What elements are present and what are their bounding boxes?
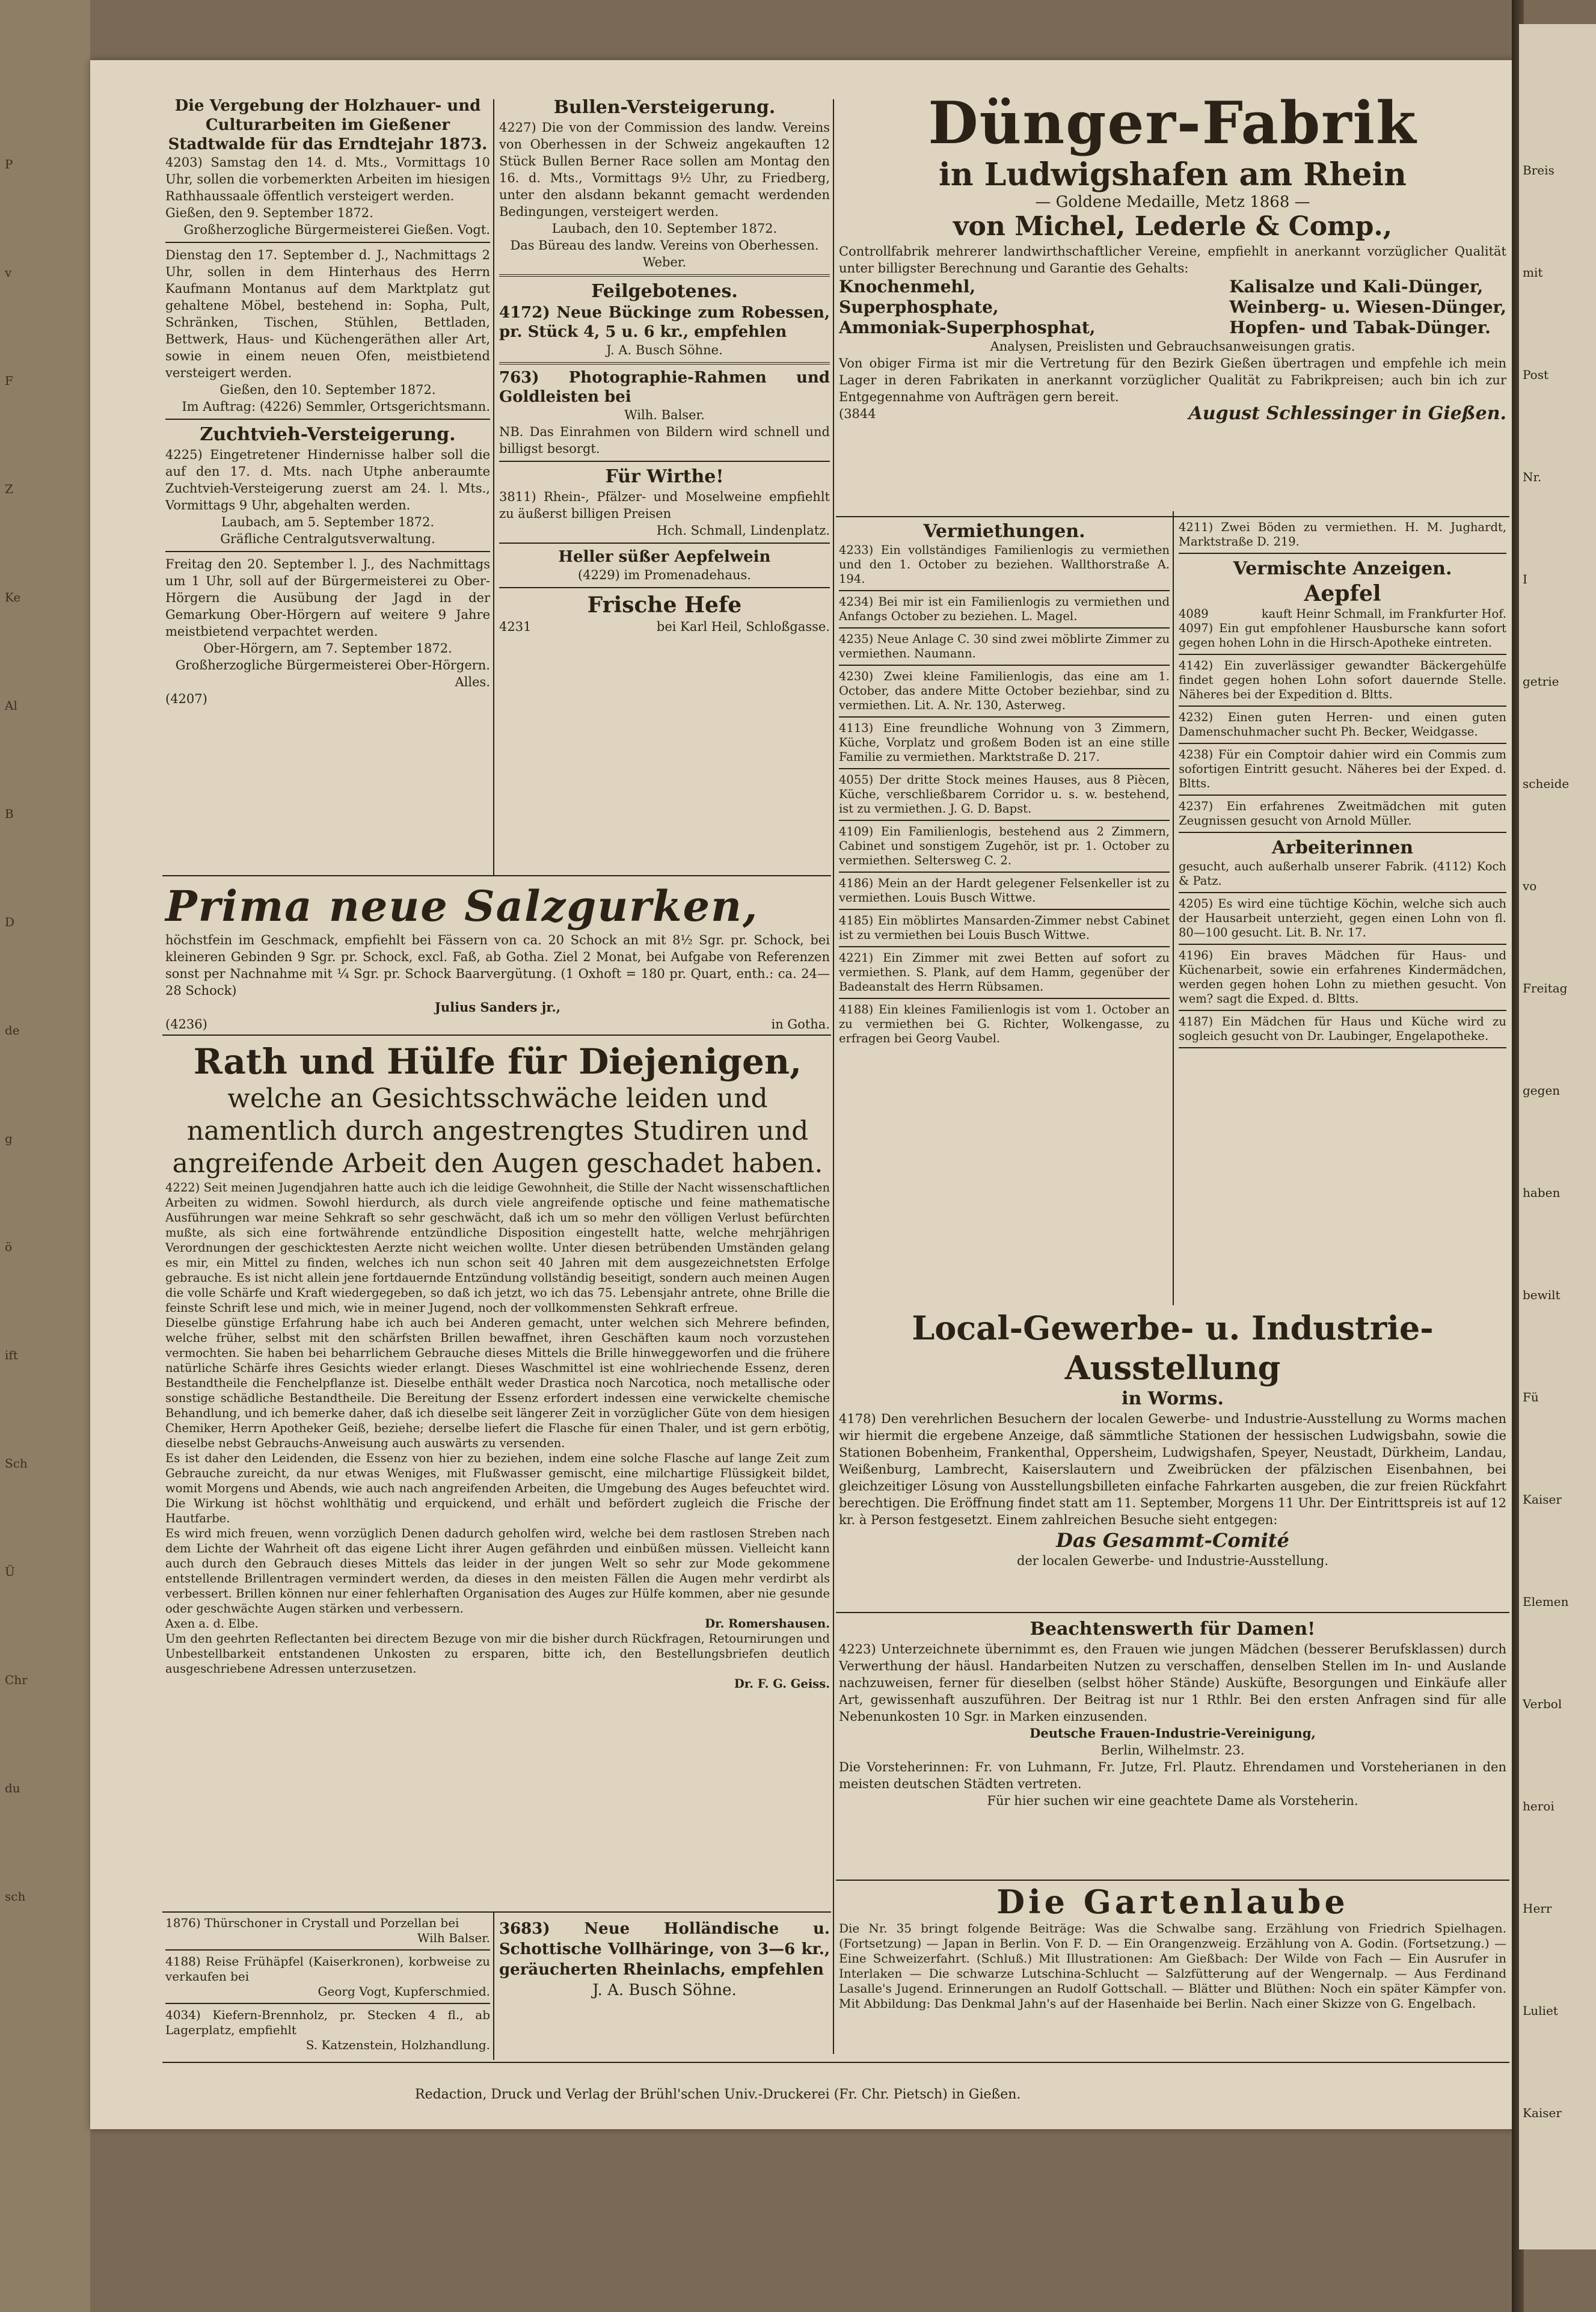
listing-item: 4188) Ein kleines Familienlogis ist vom 1. October an zu vermiethen bei G. Richter, Wolkengasse, zu erfragen bei Georg Vaubel. <box>839 1003 1170 1045</box>
listing-item: 4142) Ein zuverlässiger gewandter Bäckergehülfe findet gegen hohen Lohn sofort dauernde Stelle. Näheres bei der Expedition d. Bltts. <box>1179 659 1506 701</box>
ad-text: kauft Heinr Schmall, im Frankfurter Hof. <box>1261 607 1506 621</box>
ad-signature: Dr. Romershausen. <box>705 1617 830 1631</box>
ad-bueckinge <box>499 303 830 358</box>
ad-jagd <box>165 556 490 707</box>
ad-title: Bullen-Versteigerung. <box>553 97 776 118</box>
ad-signature: Wilh Balser. <box>417 1931 490 1945</box>
margin-fragment: Elemen <box>1523 1594 1569 1609</box>
ad-firm: von Michel, Lederle & Comp., <box>953 211 1393 242</box>
ad-text: 4188) Reise Frühäpfel (Kaiserkronen), korbweise zu verkaufen bei <box>165 1954 490 1984</box>
listing-item: 4187) Ein Mädchen für Haus und Küche wird zu sogleich gesucht von Dr. Laubinger, Engelapotheke. <box>1179 1015 1506 1043</box>
ad-title: Dünger-Fabrik <box>928 89 1417 157</box>
listing-item: 4097) Ein gut empfohlener Hausbursche kann sofort gegen hohen Lohn in die Hirsch-Apotheke eintreten. <box>1179 621 1506 650</box>
ad-text: Für hier suchen wir eine geachtete Dame als Vorsteherin. <box>987 1794 1358 1808</box>
ad-text: Dienstag den 17. September d. J., Nachmittags 2 Uhr, sollen in dem Hinterhaus des Herrn Kaufmann Montanus auf dem Marktplatz gut gehaltene Möbel, bestehend in: Sopha, Pult, Schränken, Tischen, Stühlen, Bettladen, Bettwerk, Haus- und Küchengeräthen aller Art, sowie in einem neuen Ofen, meistbietend versteigert werden. <box>165 248 490 380</box>
ad-text: Es ist daher den Leidenden, die Essenz von hier zu beziehen, indem eine solche Flasche auf lange Zeit zum Gebrauche zureicht, da nur etwas Weniges, mit Flußwasser gemischt, eine milchartige Flüssigkeit bildet, womit Morgens und Abends, wie auch nach angreifenden Arbeiten, die Umgebung des Auges befeuchtet wird. Die Wirkung ist höchst wohlthätig und erquickend, und erhält und befördert zugleich die Frische der Hautfarbe. <box>165 1451 830 1525</box>
margin-fragment: Kaiser <box>1523 2106 1562 2120</box>
ad-title: Frische Hefe <box>587 592 742 618</box>
ad-holzhauer <box>165 96 490 238</box>
ad-text: Die Nr. 35 bringt folgende Beiträge: Was die Schwalbe sang. Erzählung von Friedrich Spielhagen. (Fortsetzung) — Japan in Berlin. Von F. D. — Ein Orangenzweig. Erzählung von A. Godin. (Fortsetzung.) — Eine Schweizerfahrt. (Schluß.) Mit Illustrationen: Am Gießbach: Der Wilde von Fach — Ein Ausrufer in Interlaken — Die schwarze Lutschina-Schlucht — Salzfütterung auf der Wengernalp. — Aus Ferdinand Lasalle's Jugend. Erinnerungen an Rudolf Gottschall. — Blätter und Blüthen: Noch ein später Kämpfer von. Mit Abbildung: Das Denkmal Jahn's auf der Hasenhaide bei Berlin. Nach einer Skizze von G. Engelbach. <box>839 1921 1506 2011</box>
ad-title: Aepfel <box>1304 581 1381 606</box>
ad-signature: J. A. Busch Söhne. <box>592 1981 737 1999</box>
ad-title: Die Vergebung der Holzhauer- und Culturarbeiten im Gießener Stadtwalde für das Erndtejahr 1873. <box>168 97 488 153</box>
margin-fragment: bewilt <box>1523 1288 1561 1302</box>
listing-item: 4232) Einen guten Herren- und einen guten Damenschuhmacher sucht Ph. Becker, Weidgasse. <box>1179 710 1506 739</box>
ad-number: (4207) <box>165 692 207 706</box>
ad-signature: Julius Sanders jr., <box>434 1000 561 1015</box>
ad-signature: August Schlessinger in Gießen. <box>1188 403 1506 424</box>
margin-fragment: Freitag <box>1523 981 1568 995</box>
margin-fragment: mit <box>1523 265 1543 280</box>
section-title: Vermiethungen. <box>923 521 1085 542</box>
ad-text: 4178) Den verehrlichen Besuchern der localen Gewerbe- und Industrie-Ausstellung zu Worms machen wir hiermit die ergebene Anzeige, daß sämmtliche Stationen der hessischen Ludwigsbahn, sowie die Stationen Bobenheim, Frankenthal, Oppersheim, Ludwigshafen, Speyer, Neustadt, Dürkheim, Landau, Weißenburg, Lambrecht, Kaiserslautern und Zweibrücken der pfälzischen Eisenbahnen, bei gleichzeitiger Lösung von Ausstellungsbilleten einfache Fahrkarten ausgeben, die zur freien Rückfahrt berechtigen. Die Eröffnung findet statt am 11. September, Morgens 11 Uhr. Der Eintrittspreis ist auf 12 kr. à Person festgesetzt. Einem zahlreichen Besuche sieht entgegen: <box>839 1412 1506 1527</box>
ad-hefe <box>499 592 830 635</box>
section-title: Vermischte Anzeigen. <box>1233 558 1452 579</box>
margin-fragment: Z <box>5 482 13 496</box>
small-ads-left <box>165 1916 490 2053</box>
ad-subtitle: welche an Gesichtsschwäche leiden und namentlich durch angestrengtes Studiren und angreifende Arbeit den Augen geschadet haben. <box>172 1083 823 1179</box>
vermischte-list-2 <box>1179 897 1506 1048</box>
margin-fragment: Breis <box>1523 163 1555 177</box>
listing-item: 4221) Ein Zimmer mit zwei Betten auf sofort zu vermiethen. S. Plank, auf dem Hamm, gegenüber der Badeanstalt des Herrn Rübsamen. <box>839 951 1170 994</box>
ad-text: Freitag den 20. September l. J., des Nachmittags um 1 Uhr, soll auf der Bürgermeisterei zu Ober-Hörgern die Ausübung der Jagd in der Gemarkung Ober-Hörgern auf weitere 9 Jahre meistbietend verpachtet werden. <box>165 557 490 639</box>
ad-number: (3844 <box>839 407 876 421</box>
ad-text: 4225) Eingetretener Hindernisse halber soll die auf den 17. d. Mts. nach Utphe anberaumte Zuchtvieh-Versteigerung zuerst am 24. l. Mts., Vormittags 9 Uhr, abgehalten werden. <box>165 447 490 512</box>
column-2 <box>499 96 830 639</box>
margin-fragment: Ke <box>5 590 21 604</box>
ad-text: 3683) Neue Holländische u. Schottische Vollhäringe, von 3—6 kr., geräucherten Rheinlachs, empfehlen <box>499 1920 830 1979</box>
ad-title: Beachtenswerth für Damen! <box>1030 1619 1316 1640</box>
margin-fragment: getrie <box>1523 674 1559 689</box>
margin-fragment: F <box>5 374 13 388</box>
imprint-footer: Redaction, Druck und Verlag der Brühl'schen Univ.-Druckerei (Fr. Chr. Pietsch) in Gießen. <box>415 2087 1021 2102</box>
ad-text: 3811) Rhein-, Pfälzer- und Moselweine empfiehlt zu äußerst billigen Preisen <box>499 490 830 521</box>
ad-damen <box>839 1618 1506 1809</box>
ad-rath-und-huelfe <box>165 1041 830 1691</box>
listing-item: 4055) Der dritte Stock meines Hauses, aus 8 Piècen, Küche, verschließbarem Corridor u. s. w. bestehend, ist zu vermiethen. J. G. D. Bapst. <box>839 773 1170 816</box>
product-item: Hopfen- und Tabak-Dünger. <box>1229 318 1491 337</box>
ad-number: (4236) <box>165 1017 207 1031</box>
margin-fragment: Kaiser <box>1523 1492 1562 1507</box>
margin-fragment: B <box>5 807 14 821</box>
ad-signature: Großherzogliche Bürgermeisterei Gießen. Vogt. <box>183 223 490 237</box>
margin-fragment: ö <box>5 1240 13 1254</box>
margin-fragment: scheide <box>1523 776 1570 791</box>
ad-text: 4227) Die von der Commission des landw. Vereins von Oberhessen in der Schweiz angekauften 12 Stück Bullen Berner Race sollen am Montag den 16. d. Mts., Vormittags 9½ Uhr, zu Friedberg, unter den alsdann bekannt gemacht werdenden Bedingungen, versteigert werden. <box>499 120 830 219</box>
margin-fragment: Post <box>1523 367 1548 382</box>
ad-text: 4172) Neue Bückinge zum Robessen, pr. Stück 4, 5 u. 6 kr., empfehlen <box>499 304 830 341</box>
ad-title: Rath und Hülfe für Diejenigen, <box>193 1041 802 1082</box>
margin-fragment: Fü <box>1523 1390 1539 1404</box>
product-item: Kalisalze und Kali-Dünger, <box>1229 277 1484 297</box>
ad-signature: Im Auftrag: (4226) Semmler, Ortsgerichtsmann. <box>182 399 490 414</box>
column-rule <box>833 99 834 2054</box>
ad-address: Berlin, Wilhelmstr. 23. <box>1100 1743 1245 1757</box>
column-vermiethungen <box>839 520 1170 1050</box>
ad-place: Axen a. d. Elbe. <box>165 1617 259 1631</box>
ad-text: 1876) Thürschoner in Crystall und Porzellan bei <box>165 1916 459 1930</box>
section-title-feilgebotenes: Feilgebotenes. <box>591 281 738 302</box>
bottom-rule <box>162 2062 1509 2063</box>
ad-title: Zuchtvieh-Versteigerung. <box>200 424 456 445</box>
ad-medal: — Goldene Medaille, Metz 1868 — <box>1035 193 1310 211</box>
ad-text: NB. Das Einrahmen von Bildern wird schnell und billigst besorgt. <box>499 425 830 456</box>
listing-item: 4185) Ein möblirtes Mansarden-Zimmer nebst Cabinet ist zu vermiethen bei Louis Busch Wittwe. <box>839 914 1170 942</box>
ad-salzgurken <box>165 881 830 1033</box>
ad-signature: J. A. Busch Söhne. <box>606 343 723 357</box>
ad-signature: S. Katzenstein, Holzhandlung. <box>305 2038 490 2052</box>
margin-fragment: Luliet <box>1523 2003 1558 2018</box>
listing-item: 4238) Für ein Comptoir dahier wird ein Commis zum sofortigen Eintritt gesucht. Näheres bei der Exped. d. Bltts. <box>1179 748 1506 790</box>
ad-signature: bei Karl Heil, Schloßgasse. <box>656 620 830 634</box>
ad-place: in Gotha. <box>771 1017 830 1031</box>
product-item: Superphosphate, <box>839 297 999 317</box>
ad-signature: Das Büreau des landw. Vereins von Oberhessen. Weber. <box>510 238 819 269</box>
margin-fragment: ift <box>5 1348 18 1362</box>
product-list-right <box>1229 277 1506 338</box>
ad-title: Für Wirthe! <box>605 466 724 487</box>
ad-duenger-fabrik <box>839 90 1506 422</box>
section-rule <box>162 875 831 876</box>
margin-fragment: heroi <box>1523 1799 1555 1813</box>
margin-fragment: Al <box>5 698 17 713</box>
ad-signature: Dr. F. G. Geiss. <box>734 1677 830 1691</box>
product-list-left <box>839 277 1096 338</box>
ad-signature: Das Gesammt-Comité <box>1056 1529 1289 1552</box>
ad-place: Gießen, den 9. September 1872. <box>165 206 373 220</box>
product-item: Weinberg- u. Wiesen-Dünger, <box>1229 297 1506 317</box>
ad-title: Heller süßer Aepfelwein <box>558 548 771 566</box>
ad-text: 4211) Zwei Böden zu vermiethen. H. M. Jughardt, Marktstraße D. 219. <box>1179 520 1506 549</box>
section-rule <box>836 1612 1509 1613</box>
ad-place: Laubach, am 5. September 1872. <box>221 515 435 529</box>
listing-item: 4196) Ein braves Mädchen für Haus- und Küchenarbeit, sowie ein erfahrenes Kindermädchen, werden gegen hohen Lohn zu miethen gesucht. Von wem? sagt die Exped. d. Bltts. <box>1179 948 1506 1006</box>
section-rule <box>836 1880 1509 1881</box>
ad-text: 4034) Kiefern-Brennholz, pr. Stecken 4 fl., ab Lagerplatz, empfiehlt <box>165 2008 490 2037</box>
ad-haeringe <box>499 1919 830 2000</box>
section-rule <box>162 1035 831 1036</box>
section-rule <box>162 1911 831 1913</box>
ad-place: Ober-Hörgern, am 7. September 1872. <box>203 641 452 656</box>
listing-item: 4186) Mein an der Hardt gelegener Felsenkeller ist zu vermiethen. Louis Busch Wittwe. <box>839 876 1170 905</box>
listing-item: 4235) Neue Anlage C. 30 sind zwei möblirte Zimmer zu vermiethen. Naumann. <box>839 632 1170 660</box>
product-item: Knochenmehl, <box>839 277 976 297</box>
ad-signature-2: der localen Gewerbe- und Industrie-Ausstellung. <box>1016 1554 1329 1568</box>
ad-text: (4229) im Promenadehaus. <box>578 568 751 582</box>
ad-signature: Georg Vogt, Kupferschmied. <box>318 1984 490 1999</box>
right-page-fragment <box>1519 24 1596 2249</box>
ad-title: Local-Gewerbe- u. Industrie-Ausstellung <box>912 1309 1434 1387</box>
ad-text: gesucht, auch außerhalb unserer Fabrik. (4112) Koch & Patz. <box>1179 859 1506 888</box>
ad-text: Es wird mich freuen, wenn vorzüglich Denen dadurch geholfen wird, welche bei dem rastlosen Streben nach dem Lichte der Wahrheit oft das eigene Licht ihrer Augen gefährden und einbüßen müssen. Vielleicht kann auch durch den Gebrauch dieses Mittels das leider in der jungen Welt so sehr zur Mode gekommene entstellende Brillentragen vermindert werden, da dieses in den meisten Fällen die Augen mehr verdirbt als verbessert. Brillen können nur einer fehlerhaften Organisation des Auges zur Hülfe kommen, aber nie gesunde oder geschwächte Augen stärken und verbessern. <box>165 1526 830 1616</box>
ad-text: Analysen, Preislisten und Gebrauchsanweisungen gratis. <box>990 339 1355 354</box>
margin-fragment: Sch <box>5 1456 28 1471</box>
margin-fragment: Herr <box>1523 1901 1552 1916</box>
vermischte-list <box>1179 621 1506 833</box>
ad-title: Die Gartenlaube <box>996 1883 1349 1921</box>
margin-fragment: gegen <box>1523 1083 1561 1098</box>
ad-signature: Wilh. Balser. <box>624 408 705 422</box>
margin-fragment: Chr <box>5 1673 28 1687</box>
margin-fragment: du <box>5 1781 20 1795</box>
ad-text: Von obiger Firma ist mir die Vertretung für den Bezirk Gießen übertragen und empfehle ich mein Lager in deren Fabrikaten in anerkannt vorzüglicher Qualität zu Fabrikpreisen; auch bin ich zur Entgegennahme von Aufträgen gern bereit. <box>839 356 1506 404</box>
listing-item: 4237) Ein erfahrenes Zweitmädchen mit guten Zeugnissen gesucht von Arnold Müller. <box>1179 799 1506 828</box>
ad-text: Dieselbe günstige Erfahrung habe ich auch bei Anderen gemacht, unter welchen sich Mehrere befinden, welche früher, selbst mit den schärfsten Brillen bewaffnet, ihren Geschäften kaum noch vorzustehen vermochten. Sie haben bei beharrlichem Gebrauche dieses Mittels die Brille hinweggeworfen und die frühere natürliche Schärfe ihres Gesichts wieder erlangt. Dieses Waschmittel ist eine wohlriechende Essenz, deren Bestandtheile die Fenchelpflanze ist. Dieselbe enthält weder Drastica noch Narcotica, noch metallische oder sonstige schädliche Bestandtheile. Die Bereitung der Essenz erfordert indessen eine verwickelte chemische Behandlung, und ich bemerke daher, daß ich dieselbe seit längerer Zeit in vorzüglicher Güte von dem hiesigen Chemiker, Herrn Apotheker Geiß, beziehe; derselbe liefert die Flasche für einen Thaler, und ist gern erbötig, dieselbe nebst Gebrauchs-Anweisung auch auswärts zu versenden. <box>165 1316 830 1450</box>
column-1 <box>165 96 490 711</box>
ad-title: Prima neue Salzgurken, <box>165 881 759 931</box>
ad-moebel <box>165 247 490 415</box>
vermiethungen-list <box>839 543 1170 1046</box>
listing-item: 4233) Ein vollständiges Familienlogis zu vermiethen und den 1. October zu beziehen. Wallthorstraße A. 194. <box>839 543 1170 586</box>
margin-fragment: I <box>1523 572 1527 586</box>
margin-fragment: sch <box>5 1889 26 1904</box>
column-rule <box>493 1913 494 2060</box>
listing-item: 4230) Zwei kleine Familienlogis, das eine am 1. October, das andere Mitte October beziehbar, sind zu vermiethen. Lit. A. Nr. 130, Asterweg. <box>839 669 1170 712</box>
listing-item: 4113) Eine freundliche Wohnung von 3 Zimmern, Küche, Vorplatz und großem Boden ist an eine stille Familie zu vermiethen. Marktstraße D. 217. <box>839 721 1170 764</box>
ad-number: 4231 <box>499 620 532 634</box>
ad-text: Controllfabrik mehrerer landwirthschaftlicher Vereine, empfiehlt in anerkannt vorzüglicher Qualität unter billigster Berechnung und Garantie des Gehalts: <box>839 244 1506 275</box>
ad-number: 4089 <box>1179 607 1209 621</box>
margin-fragment: Verbol <box>1523 1697 1562 1711</box>
margin-fragment: v <box>5 265 12 280</box>
margin-fragment: P <box>5 157 13 171</box>
ad-title: Arbeiterinnen <box>1271 837 1414 858</box>
ad-signature: Hch. Schmall, Lindenplatz. <box>656 523 830 538</box>
margin-fragment: Nr. <box>1523 470 1542 484</box>
ad-local-gewerbe <box>839 1308 1506 1569</box>
ad-text: Um den geehrten Reflectanten bei directem Bezuge von mir die bisher durch Rückfragen, Retournirungen und Unbestellbarkeit entstandenen Unkosten zu ersparen, bitte ich, den Bestellungsbriefen deutlich ausgeschriebene Adressen unterzusetzen. <box>165 1632 830 1676</box>
ad-text: höchstfein im Geschmack, empfiehlt bei Fässern von ca. 20 Schock an mit 8½ Sgr. pr. Schock, bei kleineren Gebinden 9 Sgr. pr. Schock, excl. Faß, ab Gotha. Ziel 2 Monat, bei Aufgabe von Referenzen sonst per Nachnahme mit ¼ Sgr. pr. Schock Baarvergütung. (1 Oxhoft = 180 pr. Quart, enth.: ca. 24—28 Schock) <box>165 933 830 998</box>
ad-title: 763) Photographie-Rahmen und Goldleisten bei <box>499 369 830 406</box>
ad-wirthe <box>499 466 830 539</box>
ad-zuchtvieh <box>165 423 490 547</box>
listing-item: 4109) Ein Familienlogis, bestehend aus 2 Zimmern, Cabinet und sonstigem Zugehör, ist pr. 1. October zu vermiethen. Seltersweg C. 2. <box>839 825 1170 867</box>
ad-text: 4203) Samstag den 14. d. Mts., Vormittags 10 Uhr, sollen die vorbemerkten Arbeiten im hiesigen Rathhaussaale öffentlich versteigert werden. <box>165 155 490 203</box>
listing-item: 4205) Es wird eine tüchtige Köchin, welche sich auch der Hausarbeit unterzieht, gegen einen Lohn von fl. 80—100 gesucht. Lit. B. Nr. 17. <box>1179 897 1506 939</box>
ad-text: 4223) Unterzeichnete übernimmt es, den Frauen wie jungen Mädchen (besserer Berufsklassen) durch Verwerthung der häusl. Handarbeiten Nutzen zu verschaffen, denselben Stellen im In- und Auslande nachzuweisen, ferner für dieselben (selbst höher Stände) Ausküfte, Besorgungen und Einkäufe aller Art, gewissenhaft auszuführen. Der Beitrag ist nur 1 Rthlr. Bei den ersten Anfragen sind für alle Nebenunkosten 10 Sgr. in Marken einzusenden. <box>839 1642 1506 1724</box>
ad-place: Gießen, den 10. September 1872. <box>219 383 436 397</box>
ad-aepfelwein <box>499 547 830 583</box>
ad-signature: Großherzogliche Bürgermeisterei Ober-Hörgern. Alles. <box>175 658 490 689</box>
section-rule <box>836 516 1509 517</box>
margin-fragment: de <box>5 1023 20 1038</box>
listing-item: 4234) Bei mir ist ein Familienlogis zu vermiethen und Anfangs October zu beziehen. L. Magel. <box>839 595 1170 623</box>
ad-signature: Gräfliche Centralgutsverwaltung. <box>220 532 435 546</box>
left-margin-fragments <box>0 0 72 2312</box>
margin-fragment: haben <box>1523 1185 1561 1200</box>
margin-fragment: D <box>5 915 15 929</box>
margin-fragment: vo <box>1523 879 1537 893</box>
ad-bullen <box>499 96 830 271</box>
column-rule <box>1173 511 1174 1305</box>
ad-signature: Deutsche Frauen-Industrie-Vereinigung, <box>1030 1726 1316 1741</box>
margin-fragment: g <box>5 1131 13 1146</box>
ad-gartenlaube <box>839 1883 1506 2011</box>
product-item: Ammoniak-Superphosphat, <box>839 318 1096 337</box>
ad-text: 4222) Seit meinen Jugendjahren hatte auch ich die leidige Gewohnheit, die Stille der Nacht wissenschaftlichen Arbeiten zu widmen. Sowohl hierdurch, als durch viele angreifende optische und feine mathematische Ausführungen war meine Sehkraft so sehr geschwächt, daß ich um so mehr den völligen Verlust befürchten mußte, als sich eine fortwährende entzündliche Disposition eingestellt hatte, welche mehrjährigen Verordnungen der geschicktesten Aerzte nicht weichen wollte. Unter diesen betrübenden Umständen gelang es mir, ein Mittel zu finden, welches ich nun schon seit 40 Jahren mit dem ausgezeichnetsten Erfolge gebrauche. Es ist nicht allein jene fortdauernde Entzündung vollständig beseitigt, sondern auch meinen Augen die volle Schärfe und Kraft wiedergegeben, so daß ich jetzt, wo ich das 75. Lebensjahr antrete, ohne Brille die feinste Schrift lese und mich, wie in meiner Jugend, noch der vollkommensten Sehkraft erfreue. <box>165 1181 830 1315</box>
margin-fragment: Ü <box>5 1564 15 1579</box>
column-vermischte <box>1179 520 1506 1052</box>
column-rule <box>493 99 494 875</box>
ad-subtitle: in Worms. <box>1122 1388 1224 1409</box>
ad-place: Laubach, den 10. September 1872. <box>551 221 778 236</box>
ad-photographie <box>499 368 830 457</box>
ad-text: Die Vorsteherinnen: Fr. von Luhmann, Fr. Jutze, Frl. Plautz. Ehrendamen und Vorsteherianen in den meisten deutschen Städten vertreten. <box>839 1760 1506 1791</box>
ad-subtitle: in Ludwigshafen am Rhein <box>939 156 1407 193</box>
